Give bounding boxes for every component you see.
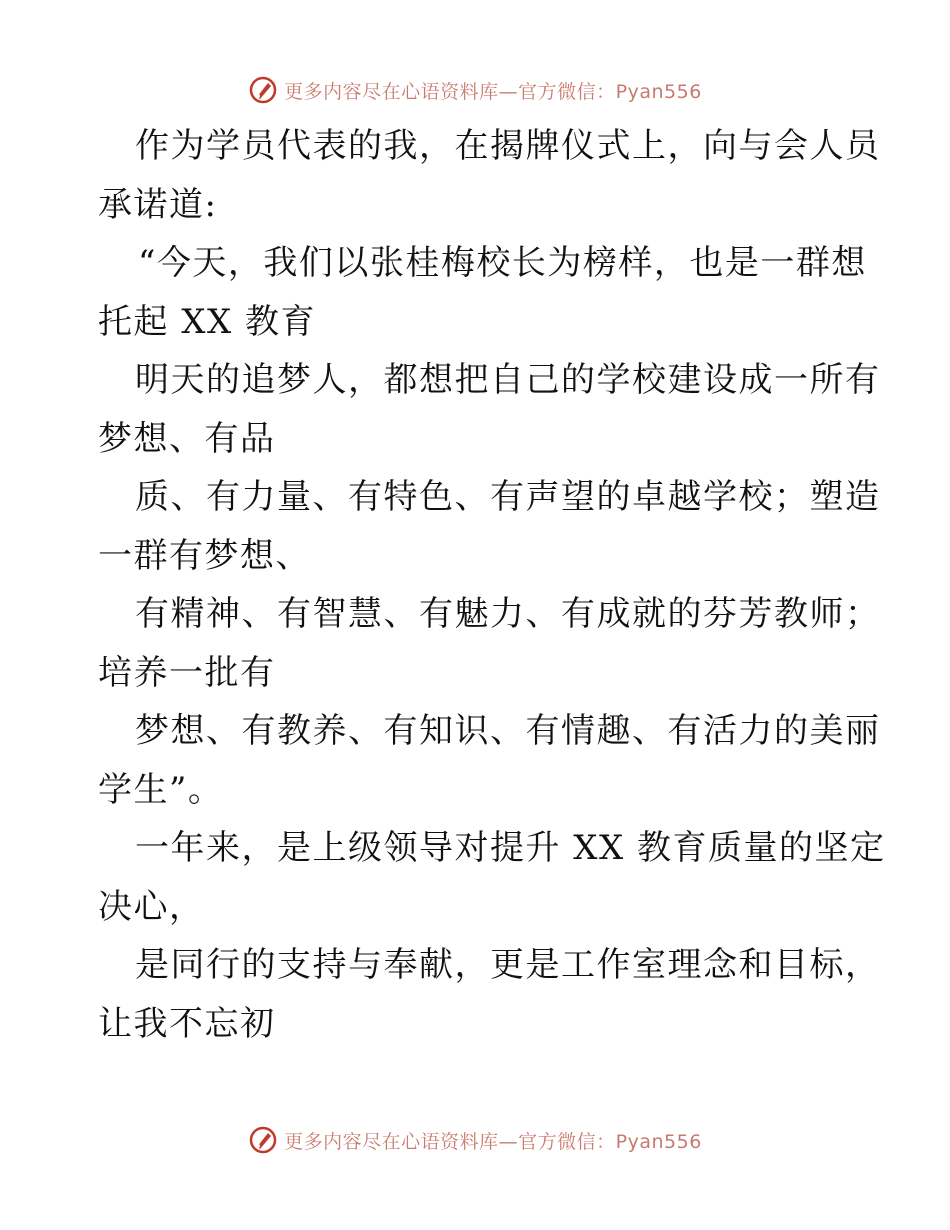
text-line: 明天的追梦人，都想把自己的学校建设成一所有 xyxy=(135,360,881,400)
text-line: 有精神、有智慧、有魅力、有成就的芬芳教师； xyxy=(135,594,881,634)
text-line: 托起 XX 教育 xyxy=(98,301,317,342)
text-line: 梦想、有教养、有知识、有情趣、有活力的美丽 xyxy=(135,711,881,751)
watermark-text: 更多内容尽在心语资料库—官方微信：Pyan556 xyxy=(284,1130,702,1153)
text-line: 作为学员代表的我，在揭牌仪式上，向与会人员 xyxy=(135,126,881,166)
header-watermark xyxy=(0,70,950,110)
document-body xyxy=(98,117,886,1053)
text-line: 让我不忘初 xyxy=(98,1003,276,1044)
footer-watermark xyxy=(0,1120,950,1160)
text-line: 梦想、有品 xyxy=(98,418,276,459)
pen-nib-circle-icon xyxy=(248,1125,278,1155)
text-line: 质、有力量、有特色、有声望的卓越学校；塑造 xyxy=(135,477,881,517)
text-line: 一年来，是上级领导对提升 XX 教育质量的坚定 xyxy=(135,828,886,868)
text-line: 是同行的支持与奉献，更是工作室理念和目标， xyxy=(135,945,881,985)
watermark-text: 更多内容尽在心语资料库—官方微信：Pyan556 xyxy=(284,80,702,103)
text-line: 决心， xyxy=(98,886,205,927)
text-line: 一群有梦想、 xyxy=(98,535,311,576)
text-line: “今天，我们以张桂梅校长为榜样，也是一群想 xyxy=(138,243,867,283)
pen-nib-circle-icon xyxy=(248,75,278,105)
text-line: 培养一批有 xyxy=(98,652,276,693)
text-line: 承诺道: xyxy=(98,184,218,225)
text-line: 学生”。 xyxy=(98,769,224,810)
